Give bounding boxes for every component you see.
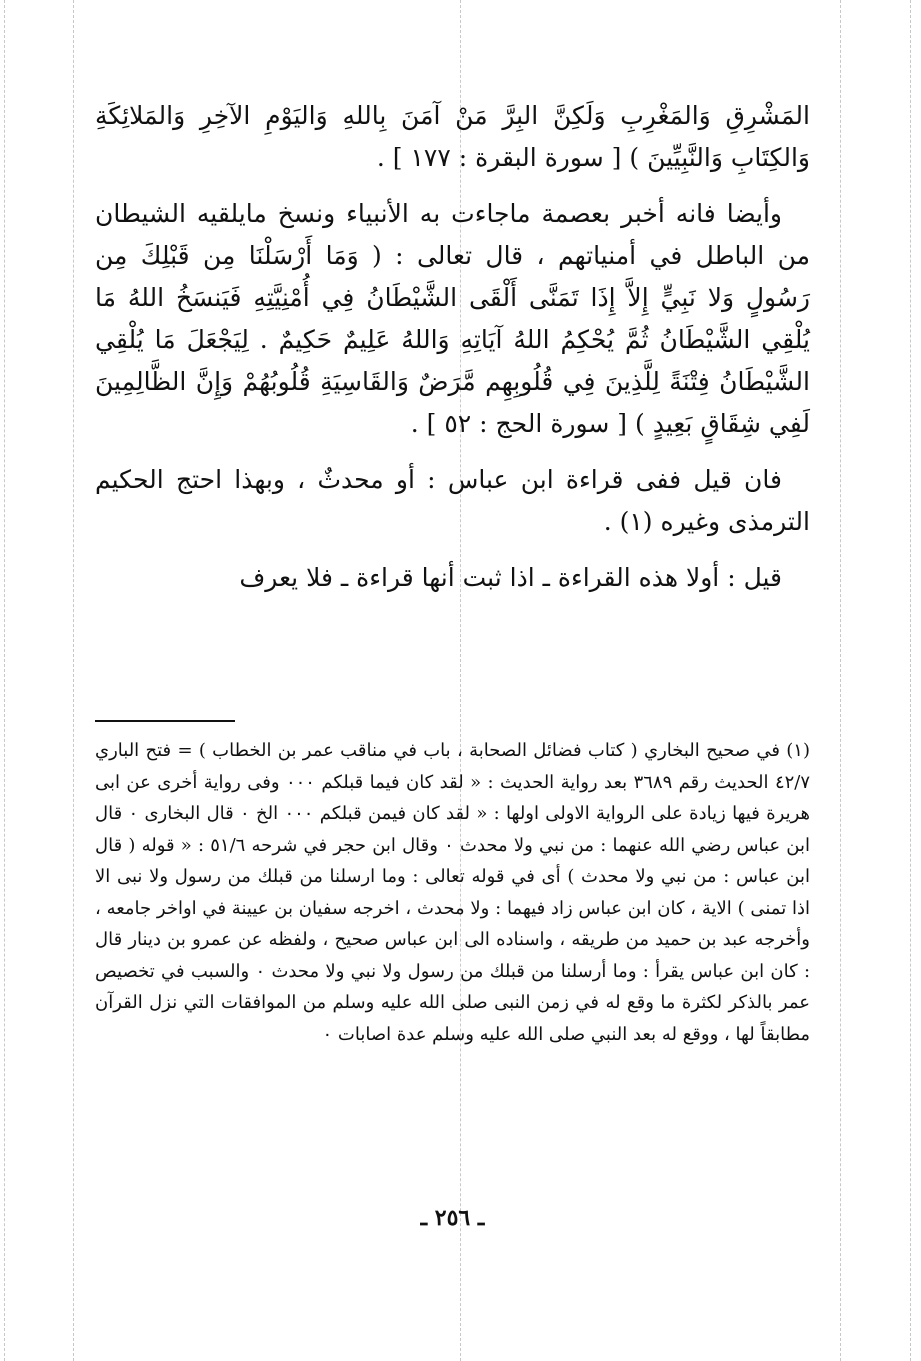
paragraph-quran-hajj: وأيضا فانه أخبر بعصمة ماجاءت به الأنبياء ونسخ مايلقيه الشيطان من الباطل في أمنياتهم ، قال تعالى : ( وَمَا أَرْسَلْنَا مِن قَبْلِكَ مِن رَسُولٍ وَلا نَبِيٍّ إِلاَّ إِذَا تَمَنَّى أَلْقَى الشَّيْطَانُ فِي أُمْنِيَّتِهِ فَيَنسَخُ اللهُ مَا يُلْقِي الشَّيْطَانُ ثُمَّ يُحْكِمُ اللهُ آيَاتِهِ وَاللهُ عَلِيمٌ حَكِيمٌ . لِيَجْعَلَ مَا يُلْقِي الشَّيْطَانُ فِتْنَةً لِلَّذِينَ فِي قُلُوبِهِم مَّرَضٌ وَالقَاسِيَةِ قُلُوبُهُمْ وَإِنَّ الظَّالِمِينَ لَفِي شِقَاقٍ بَعِيدٍ ) [ سورة الحج : ٥٢ ] . xyxy=(95,199,810,438)
footnote-text: (١) في صحيح البخاري ( كتاب فضائل الصحابة ، باب في مناقب عمر بن الخطاب ) = فتح الباري ٤٢/٧ الحديث رقم ٣٦٨٩ بعد رواية الحديث : « لقد كان فيما قبلكم ٠٠٠ وفى رواية أخرى عن ابى هريرة فيها زيادة على الرواية الاولى اولها : « لقد كان فيمن قبلكم ٠٠٠ الخ ٠ قال البخارى ٠ قال ابن عباس رضي الله عنهما : من نبي ولا محدث ٠ وقال ابن حجر في شرحه ٥١/٦ : « قوله ( قال ابن عباس : من نبي ولا محدث ) أى في قوله تعالى : وما ارسلنا من قبلك من رسول ولا نبى الا اذا تمنى ) الاية ، كان ابن عباس زاد فيهما : ولا محدث ، اخرجه سفيان بن عيينة في اواخر جامعه ، وأخرجه عبد بن حميد من طريقه ، واسناده الى ابن عباس صحيح ، ولفظه عن عمرو بن دينار قال : كان ابن عباس يقرأ : وما أرسلنا من قبلك من رسول ولا نبي ولا محدث ٠ والسبب في تخصيص عمر بالذكر لكثرة ما وقع له في زمن النبى صلى الله عليه وسلم من الموافقات التي نزل القرآن مطابقاً لها ، ووقع له بعد النبي صلى الله عليه وسلم عدة اصابات ٠ xyxy=(95,740,811,1045)
footnote-separator xyxy=(95,720,235,722)
page-number: ـ ٢٥٦ ـ xyxy=(420,1205,485,1231)
paragraph-objection: فان قيل ففى قراءة ابن عباس : أو محدثٌ ، وبهذا احتج الحكيم الترمذى وغيره (١) . xyxy=(95,465,810,536)
paragraph-reply: قيل : أولا هذه القراءة ـ اذا ثبت أنها قراءة ـ فلا يعرف xyxy=(239,563,782,592)
margin-guide-left-inner xyxy=(73,0,74,1361)
margin-guide-right xyxy=(910,0,911,1361)
main-text xyxy=(95,95,810,599)
margin-guide-right-inner xyxy=(840,0,841,1361)
footnote xyxy=(95,735,810,1050)
book-page xyxy=(95,95,810,1245)
paragraph-quran-baqarah: المَشْرِقِ وَالمَغْرِبِ وَلَكِنَّ البِرَّ مَنْ آمَنَ بِاللهِ وَاليَوْمِ الآخِرِ وَالمَلائِكَةِ وَالكِتَابِ وَالنَّبِيِّينَ ) [ سورة البقرة : ١٧٧ ] . xyxy=(95,101,810,172)
margin-guide-left xyxy=(4,0,5,1361)
